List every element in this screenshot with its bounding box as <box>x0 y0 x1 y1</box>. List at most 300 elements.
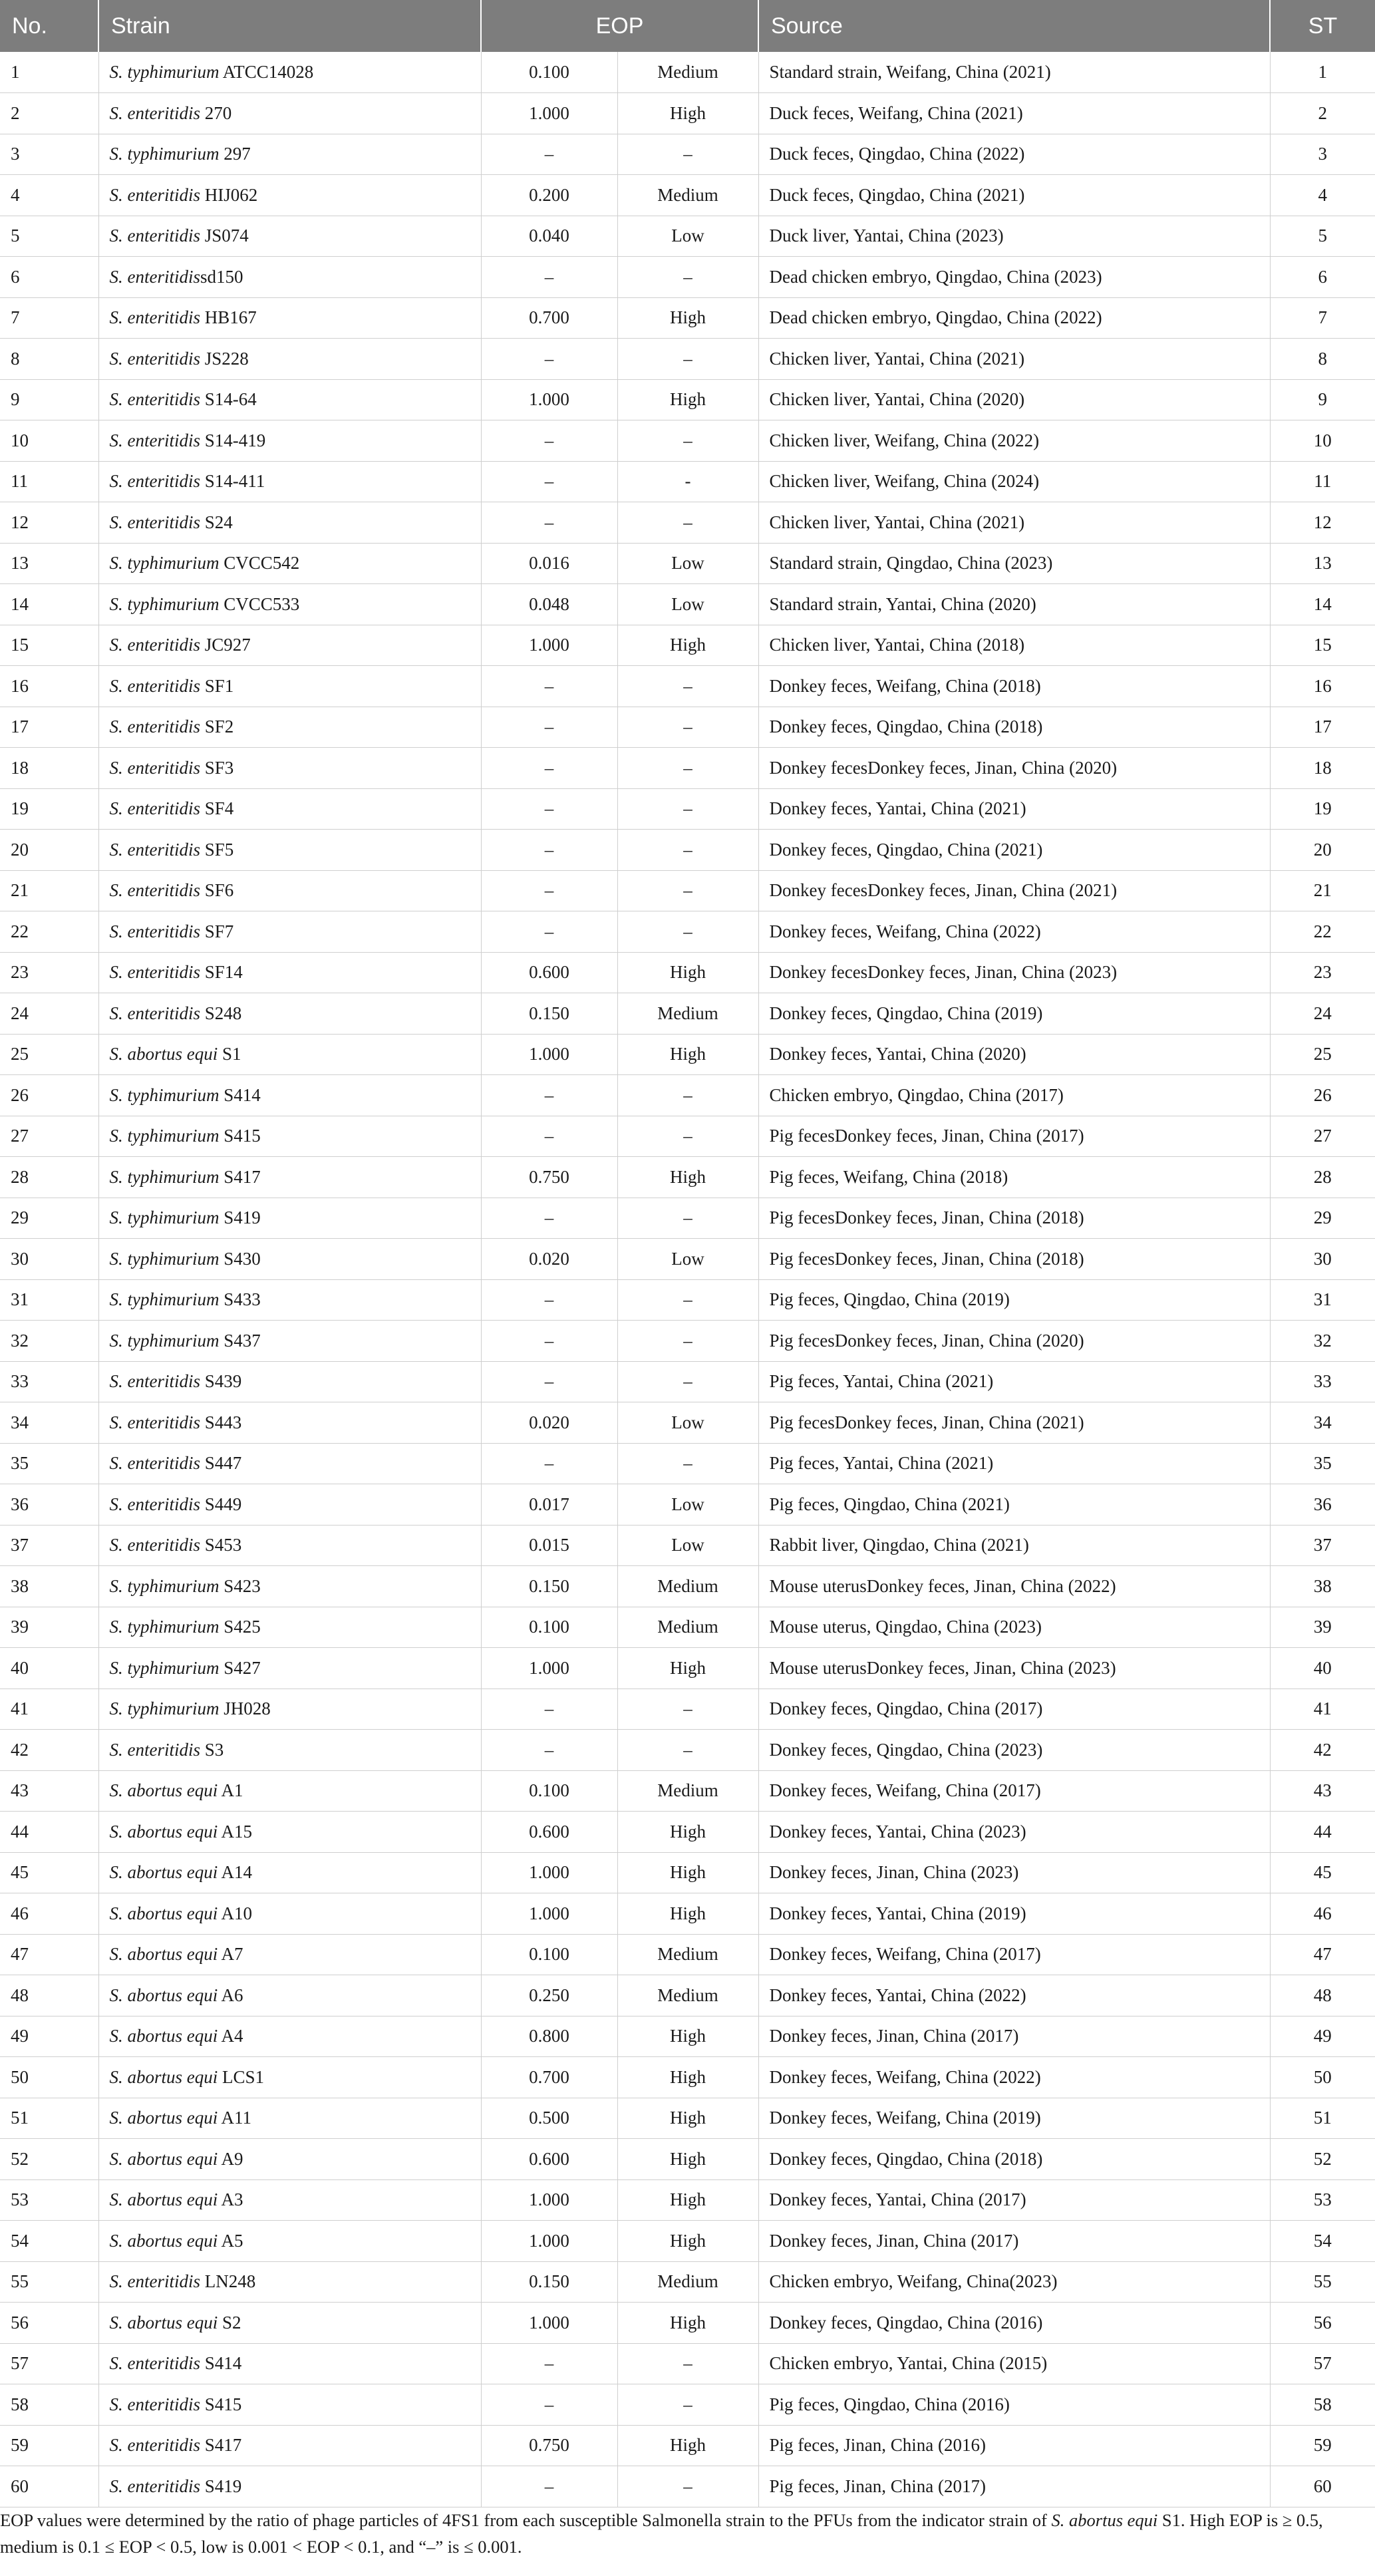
cell-strain <box>98 420 481 462</box>
table-row <box>0 134 1375 175</box>
table-row <box>0 2425 1375 2466</box>
strain-id: A15 <box>218 1821 253 1842</box>
species-name: S. abortus equi <box>109 1862 218 1883</box>
cell-st: 50 <box>1270 2057 1375 2098</box>
cell-source: Donkey feces, Weifang, China (2022) <box>758 911 1270 953</box>
cell-st: 11 <box>1270 461 1375 502</box>
cell-no: 47 <box>0 1934 98 1975</box>
species-name: S. enteritidis <box>109 307 200 328</box>
cell-source: Dead chicken embryo, Qingdao, China (2023) <box>758 257 1270 298</box>
cell-eop-value: – <box>481 748 617 789</box>
strain-id: A11 <box>218 2108 252 2128</box>
species-name: S. enteritidis <box>109 2476 200 2496</box>
table-row <box>0 2139 1375 2180</box>
cell-eop-value: – <box>481 1198 617 1239</box>
strain-id: S425 <box>219 1617 261 1637</box>
cell-st: 58 <box>1270 2384 1375 2426</box>
cell-no: 14 <box>0 584 98 625</box>
cell-eop-value: – <box>481 788 617 830</box>
cell-eop-value: – <box>481 257 617 298</box>
cell-st: 24 <box>1270 993 1375 1035</box>
cell-st: 37 <box>1270 1525 1375 1566</box>
cell-st: 43 <box>1270 1770 1375 1812</box>
cell-st: 5 <box>1270 216 1375 257</box>
cell-eop-value: 0.100 <box>481 1934 617 1975</box>
cell-eop-value: 1.000 <box>481 1648 617 1689</box>
table-row <box>0 2016 1375 2057</box>
strain-id: S417 <box>200 2435 242 2456</box>
species-name: S. enteritidis <box>109 798 200 819</box>
cell-no: 40 <box>0 1648 98 1689</box>
species-name: S. enteritidis <box>109 757 200 778</box>
cell-st: 1 <box>1270 52 1375 93</box>
cell-no: 32 <box>0 1321 98 1362</box>
cell-eop-value: – <box>481 502 617 544</box>
table-row <box>0 1075 1375 1116</box>
table-row <box>0 1239 1375 1280</box>
table-row <box>0 830 1375 871</box>
cell-eop-level: High <box>617 2425 758 2466</box>
cell-eop-level: High <box>617 2221 758 2262</box>
table-row <box>0 1689 1375 1730</box>
strain-id: S248 <box>200 1003 242 1023</box>
cell-no: 1 <box>0 52 98 93</box>
cell-strain <box>98 1361 481 1402</box>
cell-no: 35 <box>0 1443 98 1484</box>
strain-id: SF3 <box>200 757 234 778</box>
cell-no: 28 <box>0 1157 98 1198</box>
table-row <box>0 1852 1375 1893</box>
table-row <box>0 339 1375 380</box>
cell-source: Pig feces, Yantai, China (2021) <box>758 1361 1270 1402</box>
cell-eop-value: – <box>481 911 617 953</box>
cell-eop-level: – <box>617 1361 758 1402</box>
cell-st: 20 <box>1270 830 1375 871</box>
cell-eop-level: High <box>617 93 758 134</box>
header-source: Source <box>758 0 1270 52</box>
table-row <box>0 870 1375 911</box>
cell-eop-value: 1.000 <box>481 2179 617 2221</box>
species-name: S. abortus equi <box>109 1944 218 1965</box>
strain-id: S415 <box>219 1126 261 1146</box>
cell-strain <box>98 2179 481 2221</box>
cell-strain <box>98 339 481 380</box>
header-no: No. <box>0 0 98 52</box>
cell-eop-value: – <box>481 461 617 502</box>
cell-strain <box>98 1566 481 1607</box>
cell-eop-value: 0.700 <box>481 2057 617 2098</box>
species-name: S. typhimurium <box>109 1248 220 1269</box>
species-name: S. enteritidis <box>109 2271 200 2292</box>
table-row <box>0 707 1375 748</box>
cell-eop-value: 0.100 <box>481 1607 617 1648</box>
cell-eop-level: – <box>617 2384 758 2426</box>
table-row <box>0 1443 1375 1484</box>
species-name: S. enteritidis <box>109 1494 200 1514</box>
cell-eop-value: – <box>481 1075 617 1116</box>
cell-strain <box>98 748 481 789</box>
cell-eop-value: 0.600 <box>481 2139 617 2180</box>
cell-eop-value: 0.150 <box>481 1566 617 1607</box>
cell-no: 41 <box>0 1689 98 1730</box>
cell-source: Pig feces, Qingdao, China (2016) <box>758 2384 1270 2426</box>
table-row <box>0 1730 1375 1771</box>
strain-id: S414 <box>219 1084 261 1105</box>
cell-no: 16 <box>0 666 98 707</box>
cell-eop-value: 0.040 <box>481 216 617 257</box>
cell-eop-level: – <box>617 2343 758 2384</box>
cell-no: 60 <box>0 2466 98 2507</box>
strain-id: S419 <box>200 2476 242 2496</box>
table-row <box>0 666 1375 707</box>
cell-strain <box>98 952 481 993</box>
strain-id: A10 <box>218 1903 253 1923</box>
cell-strain <box>98 830 481 871</box>
species-name: S. typhimurium <box>109 144 220 164</box>
strain-id: A9 <box>218 2148 243 2169</box>
cell-eop-level: Low <box>617 1484 758 1526</box>
cell-eop-level: - <box>617 461 758 502</box>
cell-st: 3 <box>1270 134 1375 175</box>
table-header <box>0 0 1375 52</box>
species-name: S. enteritidis <box>109 1003 200 1023</box>
cell-strain <box>98 707 481 748</box>
table-row <box>0 2303 1375 2344</box>
cell-eop-value: – <box>481 2343 617 2384</box>
species-name: S. enteritidis <box>109 471 200 492</box>
cell-st: 13 <box>1270 543 1375 584</box>
table-row <box>0 52 1375 93</box>
cell-strain <box>98 1198 481 1239</box>
cell-no: 19 <box>0 788 98 830</box>
strain-id: S449 <box>200 1494 242 1514</box>
strain-id: LCS1 <box>218 2066 265 2087</box>
cell-eop-value: – <box>481 339 617 380</box>
table-row <box>0 911 1375 953</box>
cell-no: 46 <box>0 1893 98 1935</box>
strain-id: S14-411 <box>200 471 265 492</box>
cell-strain <box>98 1852 481 1893</box>
strain-id: S439 <box>200 1371 242 1392</box>
cell-eop-level: Medium <box>617 175 758 216</box>
species-name: S. enteritidis <box>109 675 200 696</box>
cell-source: Donkey feces, Qingdao, China (2023) <box>758 1730 1270 1771</box>
cell-no: 25 <box>0 1034 98 1075</box>
cell-source: Pig fecesDonkey feces, Jinan, China (2020) <box>758 1321 1270 1362</box>
cell-eop-level: – <box>617 257 758 298</box>
cell-strain <box>98 93 481 134</box>
cell-eop-value: 0.200 <box>481 175 617 216</box>
cell-eop-level: – <box>617 1321 758 1362</box>
strain-id: A1 <box>218 1780 243 1801</box>
cell-strain <box>98 502 481 544</box>
table-row <box>0 1198 1375 1239</box>
cell-no: 9 <box>0 379 98 420</box>
cell-eop-level: Medium <box>617 52 758 93</box>
table-row <box>0 93 1375 134</box>
cell-st: 42 <box>1270 1730 1375 1771</box>
cell-st: 36 <box>1270 1484 1375 1526</box>
cell-no: 3 <box>0 134 98 175</box>
cell-eop-level: High <box>617 2179 758 2221</box>
strain-id: LN248 <box>200 2271 256 2292</box>
species-name: S. enteritidis <box>109 2435 200 2456</box>
cell-st: 18 <box>1270 748 1375 789</box>
strain-id: 297 <box>219 144 251 164</box>
cell-no: 12 <box>0 502 98 544</box>
table-row <box>0 1648 1375 1689</box>
cell-st: 9 <box>1270 379 1375 420</box>
species-name: S. abortus equi <box>109 2148 218 2169</box>
cell-st: 54 <box>1270 2221 1375 2262</box>
cell-no: 7 <box>0 297 98 339</box>
cell-source: Donkey fecesDonkey feces, Jinan, China (2020) <box>758 748 1270 789</box>
cell-source: Pig fecesDonkey feces, Jinan, China (2017) <box>758 1116 1270 1157</box>
strain-id: SF14 <box>200 962 243 983</box>
cell-eop-level: High <box>617 2057 758 2098</box>
cell-st: 14 <box>1270 584 1375 625</box>
cell-st: 27 <box>1270 1116 1375 1157</box>
cell-no: 6 <box>0 257 98 298</box>
cell-strain <box>98 216 481 257</box>
cell-no: 34 <box>0 1402 98 1444</box>
strain-id: JS074 <box>200 226 249 246</box>
cell-eop-value: 0.017 <box>481 1484 617 1526</box>
cell-eop-level: Low <box>617 543 758 584</box>
cell-eop-value: 0.600 <box>481 1812 617 1853</box>
cell-eop-level: Medium <box>617 1566 758 1607</box>
cell-eop-value: 0.150 <box>481 2261 617 2303</box>
cell-strain <box>98 584 481 625</box>
strain-id: S14-64 <box>200 389 257 410</box>
species-name: S. typhimurium <box>109 1575 220 1596</box>
cell-st: 60 <box>1270 2466 1375 2507</box>
strain-id: A5 <box>218 2230 243 2251</box>
cell-st: 4 <box>1270 175 1375 216</box>
table-row <box>0 2057 1375 2098</box>
table-row <box>0 1361 1375 1402</box>
cell-st: 26 <box>1270 1075 1375 1116</box>
cell-eop-value: 0.750 <box>481 2425 617 2466</box>
table-row <box>0 1279 1375 1321</box>
cell-eop-value: 0.015 <box>481 1525 617 1566</box>
cell-strain <box>98 2221 481 2262</box>
table-row <box>0 993 1375 1035</box>
table-row <box>0 1484 1375 1526</box>
strain-id: JS228 <box>200 348 249 369</box>
cell-eop-value: 0.016 <box>481 543 617 584</box>
cell-st: 30 <box>1270 1239 1375 1280</box>
cell-source: Mouse uterus, Qingdao, China (2023) <box>758 1607 1270 1648</box>
cell-no: 42 <box>0 1730 98 1771</box>
cell-eop-value: 1.000 <box>481 625 617 666</box>
cell-st: 52 <box>1270 2139 1375 2180</box>
cell-source: Donkey feces, Yantai, China (2021) <box>758 788 1270 830</box>
cell-source: Donkey feces, Jinan, China (2017) <box>758 2016 1270 2057</box>
cell-no: 18 <box>0 748 98 789</box>
table-row <box>0 1034 1375 1075</box>
cell-no: 20 <box>0 830 98 871</box>
species-name: S. enteritidis <box>109 430 200 450</box>
cell-strain <box>98 1402 481 1444</box>
strain-id: S3 <box>200 1739 224 1760</box>
species-name: S. typhimurium <box>109 593 220 614</box>
cell-st: 25 <box>1270 1034 1375 1075</box>
cell-source: Pig fecesDonkey feces, Jinan, China (2021) <box>758 1402 1270 1444</box>
cell-st: 33 <box>1270 1361 1375 1402</box>
cell-st: 34 <box>1270 1402 1375 1444</box>
cell-eop-level: Medium <box>617 1934 758 1975</box>
strain-id: S433 <box>219 1289 261 1310</box>
cell-no: 43 <box>0 1770 98 1812</box>
cell-eop-level: – <box>617 134 758 175</box>
cell-eop-value: – <box>481 1730 617 1771</box>
strain-id: S447 <box>200 1453 242 1474</box>
strain-id: SF7 <box>200 921 234 941</box>
cell-st: 16 <box>1270 666 1375 707</box>
table-row <box>0 461 1375 502</box>
cell-no: 37 <box>0 1525 98 1566</box>
cell-source: Duck feces, Qingdao, China (2021) <box>758 175 1270 216</box>
cell-strain <box>98 2016 481 2057</box>
cell-st: 23 <box>1270 952 1375 993</box>
cell-st: 46 <box>1270 1893 1375 1935</box>
species-name: S. enteritidis <box>109 921 200 941</box>
cell-eop-value: 1.000 <box>481 2303 617 2344</box>
cell-no: 27 <box>0 1116 98 1157</box>
cell-eop-value: – <box>481 2466 617 2507</box>
species-name: S. enteritidis <box>109 1371 200 1392</box>
cell-eop-value: 0.020 <box>481 1239 617 1280</box>
cell-source: Chicken liver, Weifang, China (2022) <box>758 420 1270 462</box>
cell-strain <box>98 1157 481 1198</box>
cell-eop-level: High <box>617 1648 758 1689</box>
strain-id: CVCC542 <box>219 553 300 573</box>
cell-eop-value: 1.000 <box>481 379 617 420</box>
table-row <box>0 2343 1375 2384</box>
cell-no: 31 <box>0 1279 98 1321</box>
cell-st: 53 <box>1270 2179 1375 2221</box>
cell-st: 49 <box>1270 2016 1375 2057</box>
cell-eop-level: – <box>617 870 758 911</box>
table-row <box>0 952 1375 993</box>
strain-id: 270 <box>200 102 232 123</box>
cell-source: Donkey feces, Qingdao, China (2019) <box>758 993 1270 1035</box>
cell-no: 50 <box>0 2057 98 2098</box>
cell-no: 39 <box>0 1607 98 1648</box>
table-row <box>0 1321 1375 1362</box>
species-name: S. abortus equi <box>109 1044 218 1064</box>
species-name: S. enteritidis <box>109 1412 200 1432</box>
table-row <box>0 1566 1375 1607</box>
strain-id: S453 <box>200 1535 242 1555</box>
strain-id: SF1 <box>200 675 234 696</box>
cell-source: Donkey fecesDonkey feces, Jinan, China (2021) <box>758 870 1270 911</box>
strain-id: ATCC14028 <box>219 62 314 82</box>
cell-eop-level: Medium <box>617 2261 758 2303</box>
species-name: S. abortus equi <box>109 2312 218 2333</box>
cell-source: Donkey feces, Weifang, China (2017) <box>758 1934 1270 1975</box>
cell-strain <box>98 993 481 1035</box>
table-row <box>0 420 1375 462</box>
cell-eop-level: – <box>617 707 758 748</box>
cell-eop-level: – <box>617 1730 758 1771</box>
strain-id: JC927 <box>200 635 251 655</box>
cell-no: 21 <box>0 870 98 911</box>
cell-strain <box>98 625 481 666</box>
cell-strain <box>98 2261 481 2303</box>
table-row <box>0 1607 1375 1648</box>
footnote-text-1: EOP values were determined by the ratio of phage particles of 4FS1 from each susceptible Salmonella strain to the PFUs from the indicator strain of <box>0 2510 1052 2530</box>
cell-strain <box>98 1321 481 1362</box>
cell-strain <box>98 1116 481 1157</box>
cell-st: 38 <box>1270 1566 1375 1607</box>
cell-no: 56 <box>0 2303 98 2344</box>
species-name: S. abortus equi <box>109 2189 218 2210</box>
cell-st: 29 <box>1270 1198 1375 1239</box>
cell-eop-level: High <box>617 297 758 339</box>
species-name: S. abortus equi <box>109 1903 218 1923</box>
strain-id: A4 <box>218 2026 243 2046</box>
cell-strain <box>98 788 481 830</box>
cell-st: 32 <box>1270 1321 1375 1362</box>
cell-no: 30 <box>0 1239 98 1280</box>
cell-no: 51 <box>0 2098 98 2139</box>
table-row <box>0 379 1375 420</box>
cell-eop-level: – <box>617 788 758 830</box>
cell-no: 59 <box>0 2425 98 2466</box>
species-name: S. enteritidis <box>109 962 200 983</box>
footnote-text-2: S1. High EOP is ≥ 0.5, medium is 0.1 ≤ EOP < 0.5, low is 0.001 < EOP < 0.1, and “–” is ≤ 0.001. <box>0 2510 1323 2557</box>
strain-id: SF4 <box>200 798 234 819</box>
cell-source: Donkey feces, Weifang, China (2018) <box>758 666 1270 707</box>
cell-strain <box>98 52 481 93</box>
cell-eop-value: – <box>481 870 617 911</box>
cell-eop-level: Low <box>617 1239 758 1280</box>
cell-strain <box>98 1525 481 1566</box>
cell-source: Donkey feces, Qingdao, China (2018) <box>758 2139 1270 2180</box>
cell-eop-value: 0.250 <box>481 1975 617 2016</box>
table-row <box>0 1525 1375 1566</box>
cell-eop-level: High <box>617 2303 758 2344</box>
strain-id: S414 <box>200 2353 242 2374</box>
cell-source: Donkey feces, Weifang, China (2019) <box>758 2098 1270 2139</box>
cell-eop-level: Medium <box>617 993 758 1035</box>
cell-strain <box>98 379 481 420</box>
cell-eop-level: – <box>617 420 758 462</box>
cell-source: Pig fecesDonkey feces, Jinan, China (2018) <box>758 1239 1270 1280</box>
cell-eop-level: High <box>617 1157 758 1198</box>
cell-no: 24 <box>0 993 98 1035</box>
cell-source: Pig feces, Qingdao, China (2021) <box>758 1484 1270 1526</box>
strain-id: HIJ062 <box>200 184 258 205</box>
strain-id: CVCC533 <box>219 593 300 614</box>
table-row <box>0 584 1375 625</box>
cell-eop-level: – <box>617 666 758 707</box>
cell-no: 58 <box>0 2384 98 2426</box>
cell-source: Chicken liver, Yantai, China (2018) <box>758 625 1270 666</box>
cell-st: 59 <box>1270 2425 1375 2466</box>
table-row <box>0 1402 1375 1444</box>
species-name: S. typhimurium <box>109 1166 220 1187</box>
header-eop: EOP <box>481 0 758 52</box>
cell-source: Chicken embryo, Qingdao, China (2017) <box>758 1075 1270 1116</box>
cell-strain <box>98 1075 481 1116</box>
species-name: S. typhimurium <box>109 1084 220 1105</box>
table-row <box>0 2179 1375 2221</box>
cell-st: 6 <box>1270 257 1375 298</box>
cell-eop-level: – <box>617 748 758 789</box>
